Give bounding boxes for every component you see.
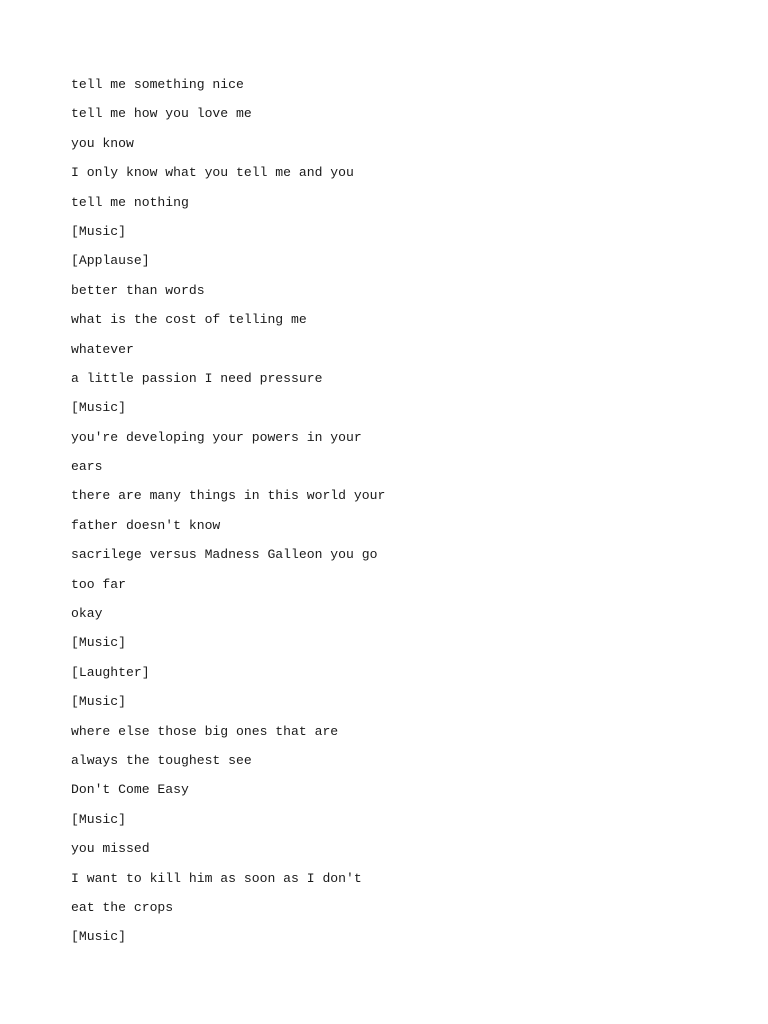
transcript-line: ears [71,459,103,475]
transcript-line: always the toughest see [71,752,252,768]
transcript-line: okay [71,606,103,622]
transcript-line: sacrilege versus Madness Galleon you go [71,547,378,563]
transcript-line: eat the crops [71,899,174,915]
transcript-line: too far [71,576,127,592]
transcript-line: a little passion I need pressure [71,370,323,386]
transcript-line: tell me how you love me [71,106,252,122]
transcript-line: what is the cost of telling me [71,312,307,328]
transcript-line: you missed [71,841,150,857]
transcript-text [71,70,385,952]
transcript-line: [Laughter] [71,664,150,680]
transcript-line: I only know what you tell me and you [71,165,354,181]
transcript-line: [Music] [71,929,127,945]
transcript-line: there are many things in this world your [71,488,386,504]
transcript-line: [Music] [71,811,127,827]
transcript-line: [Applause] [71,253,150,269]
transcript-line: father doesn't know [71,517,221,533]
transcript-line: [Music] [71,694,127,710]
transcript-line: [Music] [71,635,127,651]
transcript-line: better than words [71,282,205,298]
transcript-line: Don't Come Easy [71,782,189,798]
transcript-line: tell me something nice [71,77,244,92]
transcript-line: tell me nothing [71,194,189,210]
transcript-line: you know [71,135,134,151]
transcript-line: you're developing your powers in your [71,429,362,445]
transcript-line: [Music] [71,223,127,239]
transcript-line: [Music] [71,400,127,416]
transcript-line: where else those big ones that are [71,723,339,739]
transcript-line: whatever [71,341,134,357]
transcript-line: I want to kill him as soon as I don't [71,870,362,886]
